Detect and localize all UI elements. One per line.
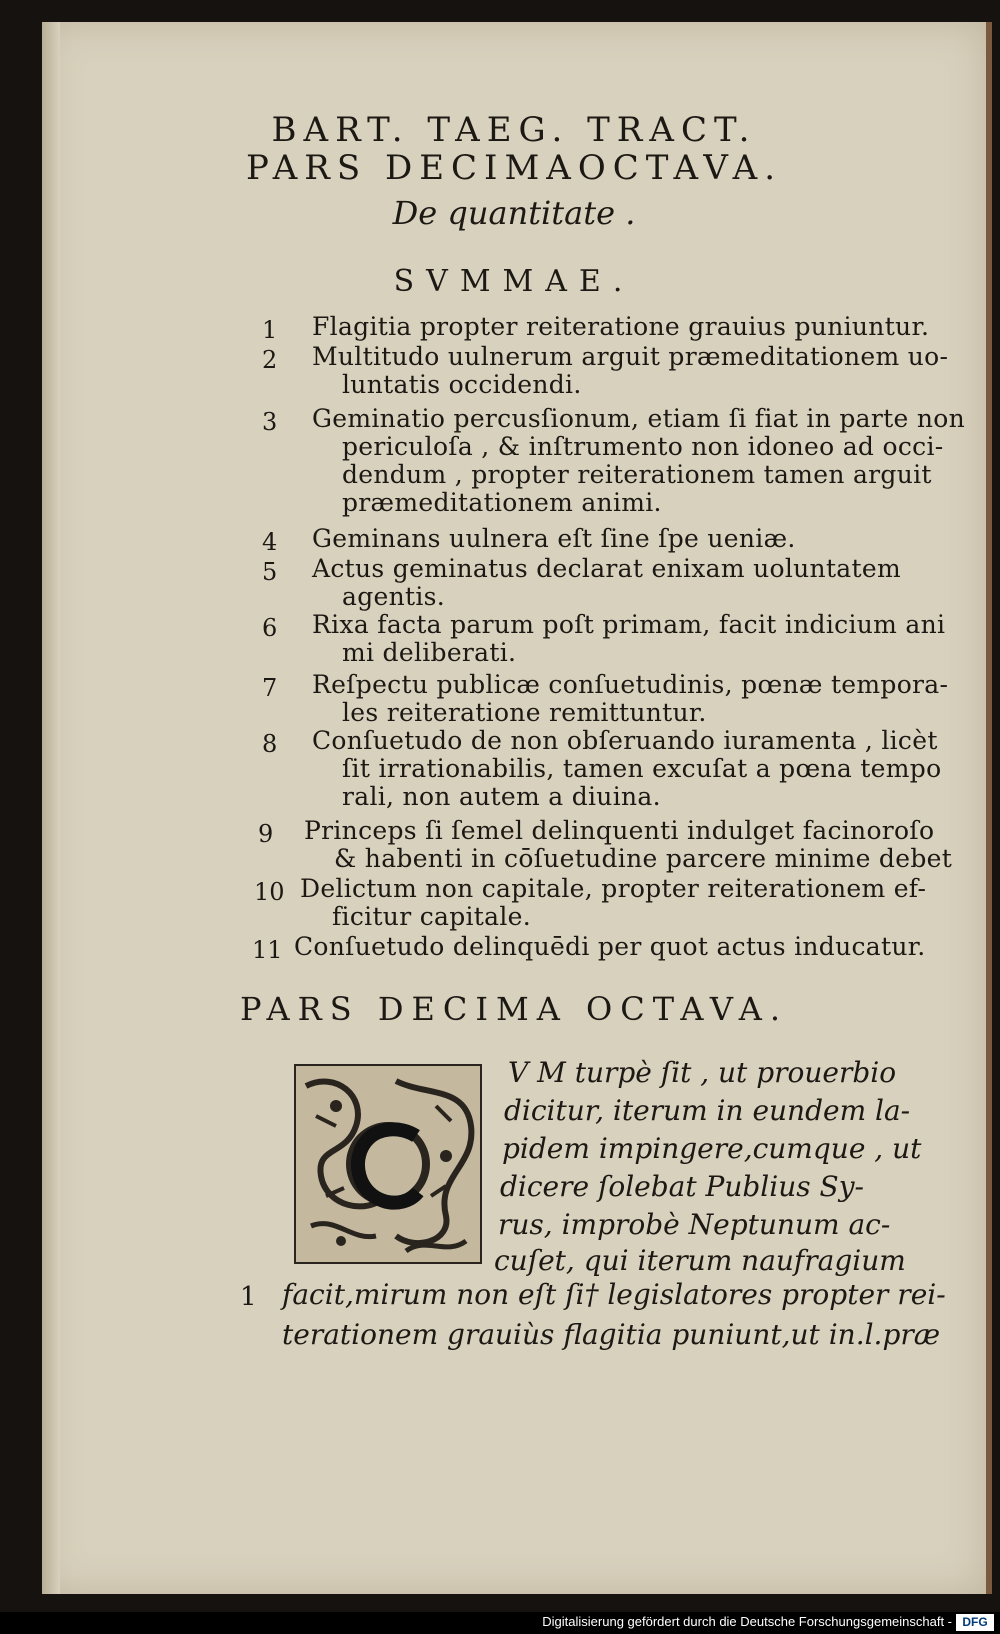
summa-line: Flagitia propter reiteratione grauius puniuntur. [312, 312, 930, 341]
summa-line: Princeps ſi ſemel delinquenti indulget facinoroſo [304, 816, 935, 845]
summa-line: luntatis occidendi. [342, 370, 582, 399]
summa-line: ſit irrationabilis, tamen excuſat a pœna tempo [342, 754, 942, 783]
summa-number: 9 [258, 820, 274, 848]
summa-line: Reſpectu publicæ conſuetudinis, pœnæ tempora- [312, 670, 949, 699]
summa-line: Conſuetudo de non obſeruando iuramenta , licèt [312, 726, 938, 755]
summa-line: agentis. [342, 582, 446, 611]
summa-number: 1 [262, 316, 278, 344]
summa-number: 10 [254, 878, 285, 906]
summa-number: 7 [262, 674, 278, 702]
summa-line: mi deliberati. [342, 638, 517, 667]
summa-number: 3 [262, 408, 278, 436]
summae-heading: SVMMAE. [393, 264, 635, 299]
body-line: dicere ſolebat Publius Sy- [500, 1170, 864, 1203]
body-line: dicitur, iterum in eundem la- [504, 1094, 911, 1127]
part-title: PARS DECIMAOCTAVA. [245, 148, 783, 188]
summa-number: 4 [262, 528, 278, 556]
summa-number: 2 [262, 346, 278, 374]
summa-line: rali, non autem a diuina. [342, 782, 661, 811]
body-line: pidem impingere,cumque , ut [502, 1132, 922, 1165]
page-gutter [42, 22, 60, 1594]
body-line: facit,mirum non eſt ſi† legislatores propter rei- [282, 1278, 946, 1311]
summa-line: Rixa facta parum poſt primam, facit indicium ani [312, 610, 946, 639]
section-heading: PARS DECIMA OCTAVA. [239, 990, 789, 1028]
summa-line: les reiteratione remittuntur. [342, 698, 707, 727]
decorated-initial-woodcut [294, 1064, 482, 1264]
summa-number: 11 [252, 936, 283, 964]
summa-line: ficitur capitale. [332, 902, 531, 931]
summa-line: periculoſa , & inſtrumento non idoneo ad occi- [342, 432, 944, 461]
ornament-initial-icon [296, 1066, 480, 1262]
running-head: BART. TAEG. TRACT. [271, 110, 757, 150]
summa-number: 5 [262, 558, 278, 586]
summa-number: 6 [262, 614, 278, 642]
summa-line: Delictum non capitale, propter reiterationem ef- [300, 874, 927, 903]
body-line: V M turpè ſit , ut prouerbio [508, 1056, 897, 1089]
dfg-logo: DFG [956, 1614, 994, 1631]
summa-number: 8 [262, 730, 278, 758]
body-line: rus, improbè Neptunum ac- [498, 1208, 891, 1241]
book-page [42, 22, 992, 1594]
summa-line: & habenti in cōſuetudine parcere minime debet [334, 844, 953, 873]
summa-line: Conſuetudo delinquēdi per quot actus inducatur. [294, 932, 926, 961]
summa-line: præmeditationem animi. [342, 488, 662, 517]
body-line: cuſet, qui iterum naufragium [494, 1244, 906, 1277]
subtitle: De quantitate . [392, 194, 636, 232]
summa-line: Geminans uulnera eſt ſine ſpe ueniæ. [312, 524, 796, 553]
summa-line: Actus geminatus declarat enixam uoluntatem [312, 554, 901, 583]
summa-line: Multitudo uulnerum arguit præmeditationem uo- [312, 342, 949, 371]
summa-line: Geminatio percusſionum, etiam ſi fiat in parte non [312, 404, 965, 433]
body-line: terationem grauiùs flagitia puniunt,ut in.l.præ [282, 1318, 941, 1351]
footer-credit: Digitalisierung gefördert durch die Deutsche Forschungsgemeinschaft - [542, 1614, 952, 1629]
summa-line: dendum , propter reiterationem tamen arguit [342, 460, 932, 489]
body-margin-number: 1 [240, 1282, 257, 1312]
